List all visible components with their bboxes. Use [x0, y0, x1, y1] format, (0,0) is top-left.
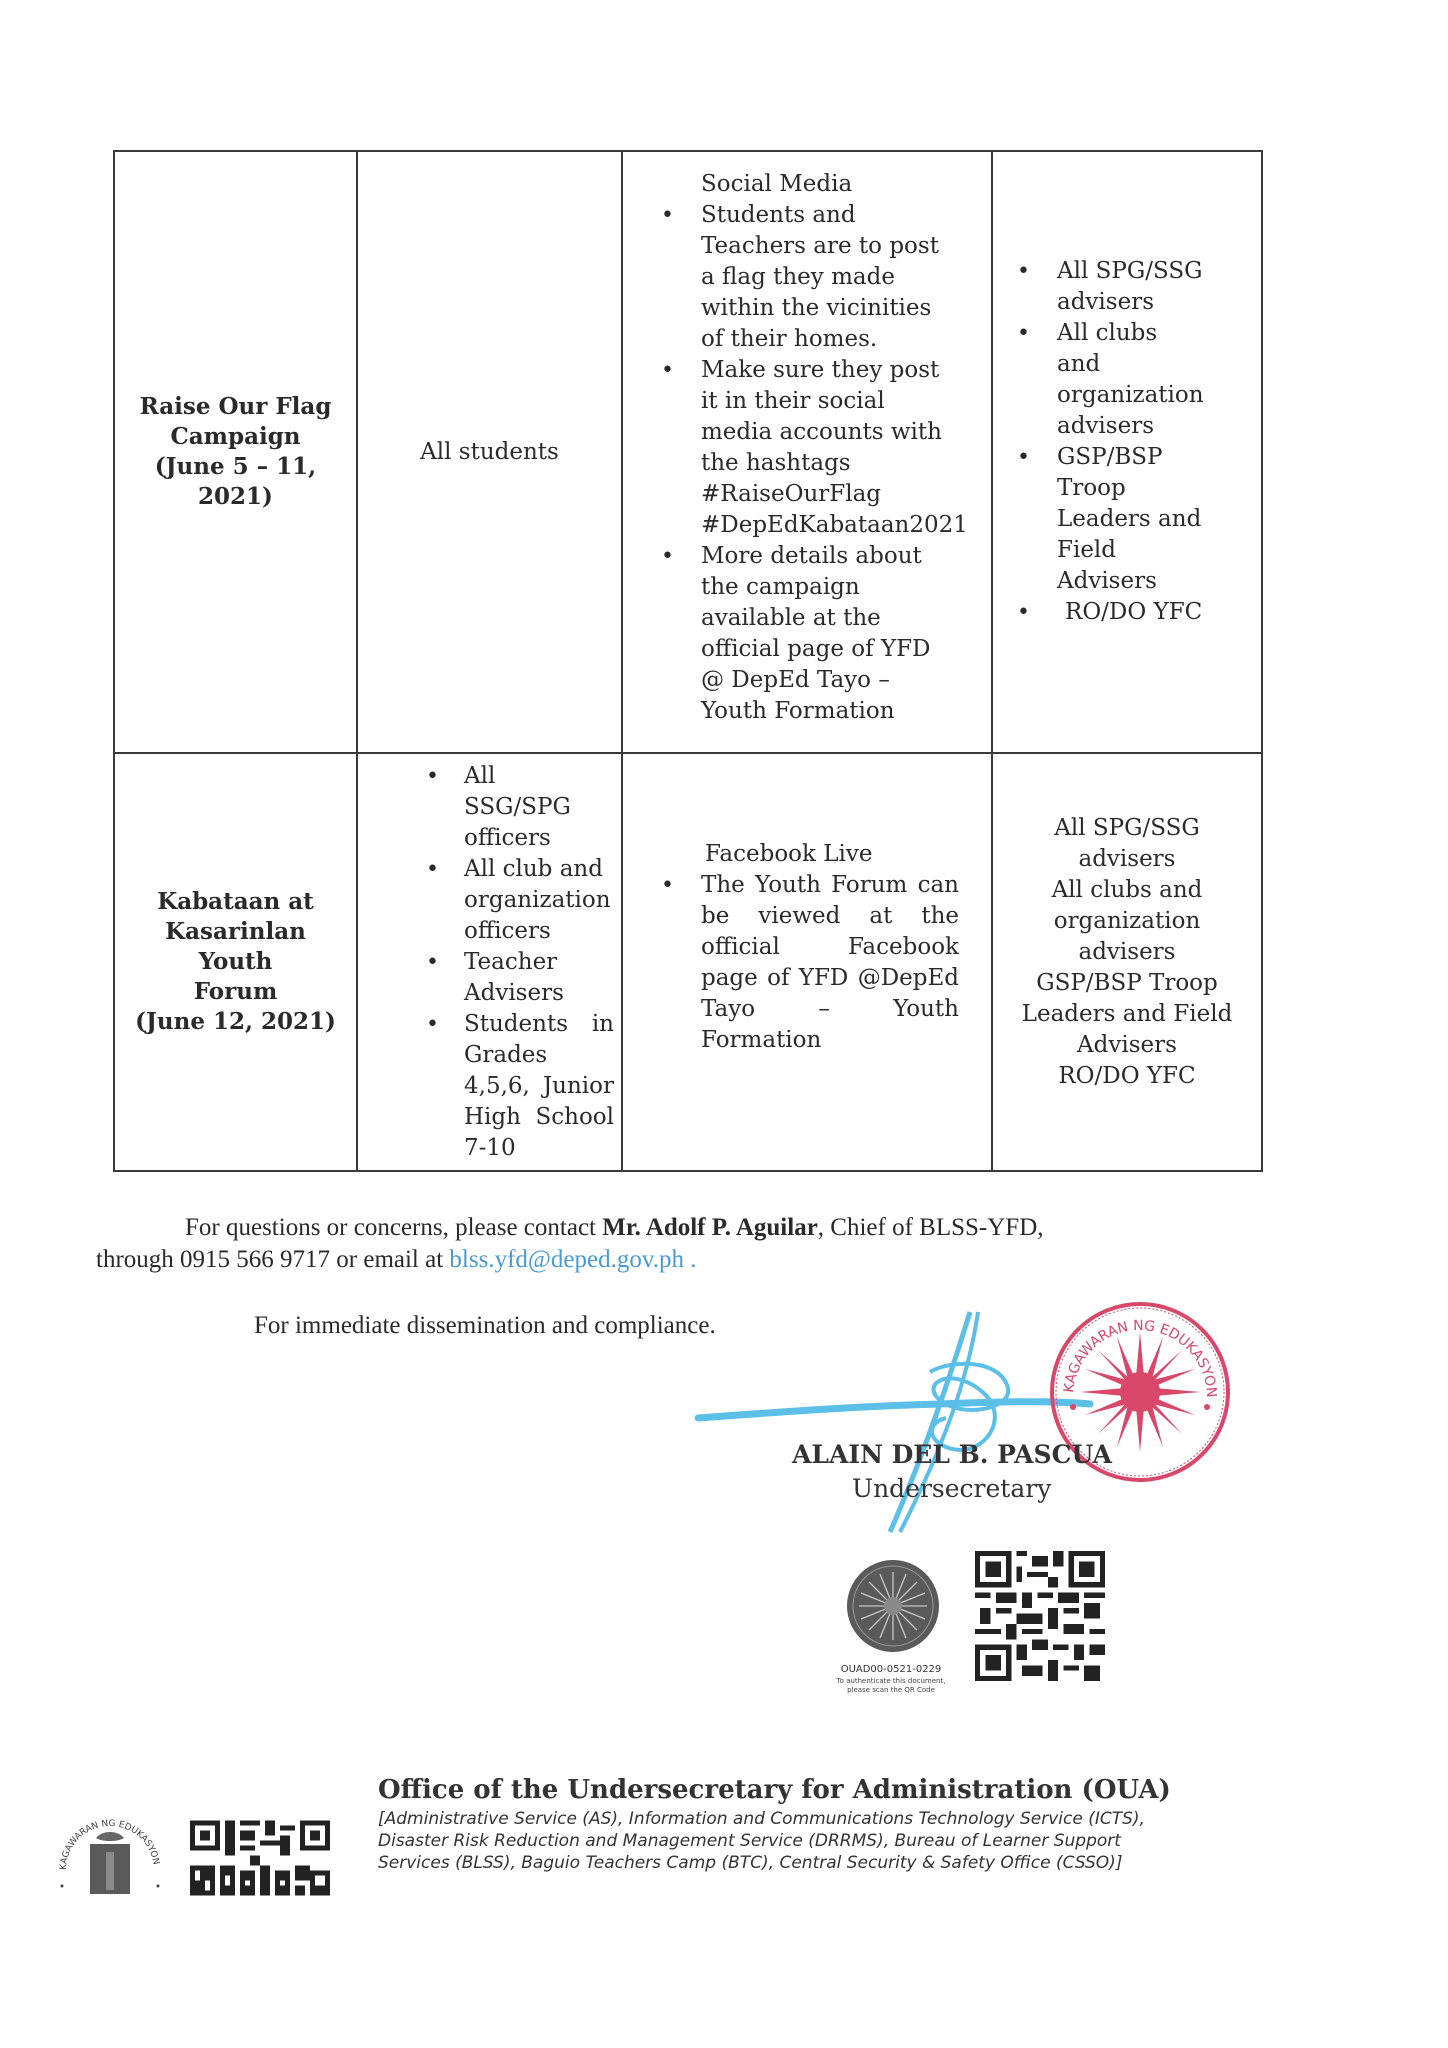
- list-item: • All SPG/SSG advisers: [1057, 256, 1207, 318]
- contact-suffix: , Chief of BLSS-YFD,: [817, 1214, 1044, 1241]
- authentication-note: [832, 1677, 950, 1695]
- list-item: • Teacher Advisers: [464, 947, 604, 1009]
- participants-list: [436, 761, 614, 1164]
- responsible-cell: [993, 754, 1261, 1170]
- responsible-line: All clubs and: [1051, 876, 1203, 903]
- list-item: • Make sure they post it in their social media accounts with the hashtags #RaiseOurFlag #DepEdKabataan2021: [701, 355, 959, 541]
- list-item: • All club and organization officers: [464, 854, 604, 947]
- list-item: • Students in Grades 4,5,6, Junior High School 7-10: [464, 1009, 614, 1164]
- activity-line: 2021): [198, 483, 273, 510]
- responsible-line: Leaders and Field: [1021, 1000, 1233, 1027]
- activity-line: Kabataan at: [157, 888, 314, 915]
- responsible-line: All SPG/SSG: [1054, 814, 1200, 841]
- deped-logo-icon: [50, 1800, 170, 1900]
- footer-office-units: [378, 1808, 1238, 1874]
- contact-prefix: For questions or concerns, please contact: [185, 1214, 603, 1241]
- participants-cell: [358, 152, 623, 752]
- participants-text: All students: [420, 438, 559, 465]
- responsible-cell: [993, 152, 1261, 752]
- activity-line: Kasarinlan Youth: [165, 918, 306, 975]
- activity-line: Forum: [193, 978, 278, 1005]
- footer-units-line: Disaster Risk Reduction and Management Service (DRRMS), Bureau of Learner Support: [378, 1831, 1121, 1851]
- responsible-line: RO/DO YFC: [1058, 1062, 1196, 1089]
- responsible-line: advisers: [1078, 845, 1176, 872]
- auth-note-line: To authenticate this document,: [836, 1677, 946, 1685]
- logo-text: KAGAWARAN NG EDUKASYON: [58, 1818, 161, 1871]
- authentication-qr-code-icon[interactable]: [975, 1548, 1105, 1684]
- footer-office-title: Office of the Undersecretary for Administration (OUA): [378, 1775, 1171, 1805]
- activity-line: Campaign: [170, 423, 301, 450]
- list-item: • RO/DO YFC: [1057, 597, 1207, 628]
- activity-line: (June 5 – 11,: [154, 453, 317, 480]
- footer-units-line: [Administrative Service (AS), Information and Communications Technology Service (ICTS),: [378, 1809, 1145, 1829]
- signatory-name: ALAIN DEL B. PASCUA: [792, 1440, 1112, 1469]
- mode-cell: [623, 152, 993, 752]
- table-row: [115, 152, 1261, 754]
- activities-table: [113, 150, 1263, 1172]
- footer-units-line: Services (BLSS), Baguio Teachers Camp (BTC), Central Security & Safety Office (CSSO)]: [378, 1853, 1123, 1873]
- responsible-line: GSP/BSP Troop: [1036, 969, 1218, 996]
- mode-heading: Social Media: [701, 171, 853, 197]
- table-row: [115, 754, 1261, 1170]
- list-item: • GSP/BSP Troop Leaders and Field Advisers: [1057, 442, 1207, 597]
- responsible-list: [1029, 256, 1207, 628]
- contact-phone-text: through 0915 566 9717 or email at: [96, 1246, 450, 1273]
- contact-paragraph: [185, 1212, 1044, 1244]
- responsible-line: organization: [1053, 907, 1201, 934]
- mode-list: [673, 870, 959, 1056]
- dissemination-note: For immediate dissemination and compliance.: [254, 1312, 716, 1339]
- activity-line: (June 12, 2021): [135, 1008, 336, 1035]
- list-item: • The Youth Forum can be viewed at the official Facebook page of YFD @DepEd Tayo – Youth Formation: [701, 870, 959, 1056]
- participants-cell: [358, 754, 623, 1170]
- authentication-code: OUAD00-0521-0229: [840, 1664, 942, 1675]
- list-item: • All clubs and organization advisers: [1057, 318, 1207, 442]
- contact-email-link[interactable]: blss.yfd@deped.gov.ph: [449, 1246, 684, 1273]
- signatory-title: Undersecretary: [852, 1474, 1052, 1503]
- contact-name: Mr. Adolf P. Aguilar: [602, 1214, 818, 1241]
- responsible-line: Advisers: [1077, 1031, 1177, 1058]
- activity-cell: [115, 152, 358, 752]
- mode-heading: Facebook Live: [705, 840, 873, 867]
- activity-line: Raise Our Flag: [139, 393, 332, 420]
- list-item: • More details about the campaign available at the official page of YFD @ DepEd Tayo – Youth Formation: [701, 541, 959, 727]
- list-item: • All SSG/SPG officers: [464, 761, 604, 854]
- footer-qr-code-icon[interactable]: [190, 1820, 340, 1896]
- mode-list: [673, 200, 968, 727]
- responsible-line: advisers: [1078, 938, 1176, 965]
- authentication-seal-icon: [843, 1556, 943, 1656]
- contact-period: .: [684, 1246, 697, 1273]
- list-item: • Students and Teachers are to post a flag they made within the vicinities of their homes.: [701, 200, 959, 355]
- mode-cell: [623, 754, 993, 1170]
- auth-note-line: please scan the QR Code: [847, 1686, 935, 1694]
- activity-cell: [115, 754, 358, 1170]
- contact-paragraph-line2: [96, 1244, 697, 1276]
- seal-text: KAGAWARAN NG EDUKASYON: [1061, 1317, 1220, 1398]
